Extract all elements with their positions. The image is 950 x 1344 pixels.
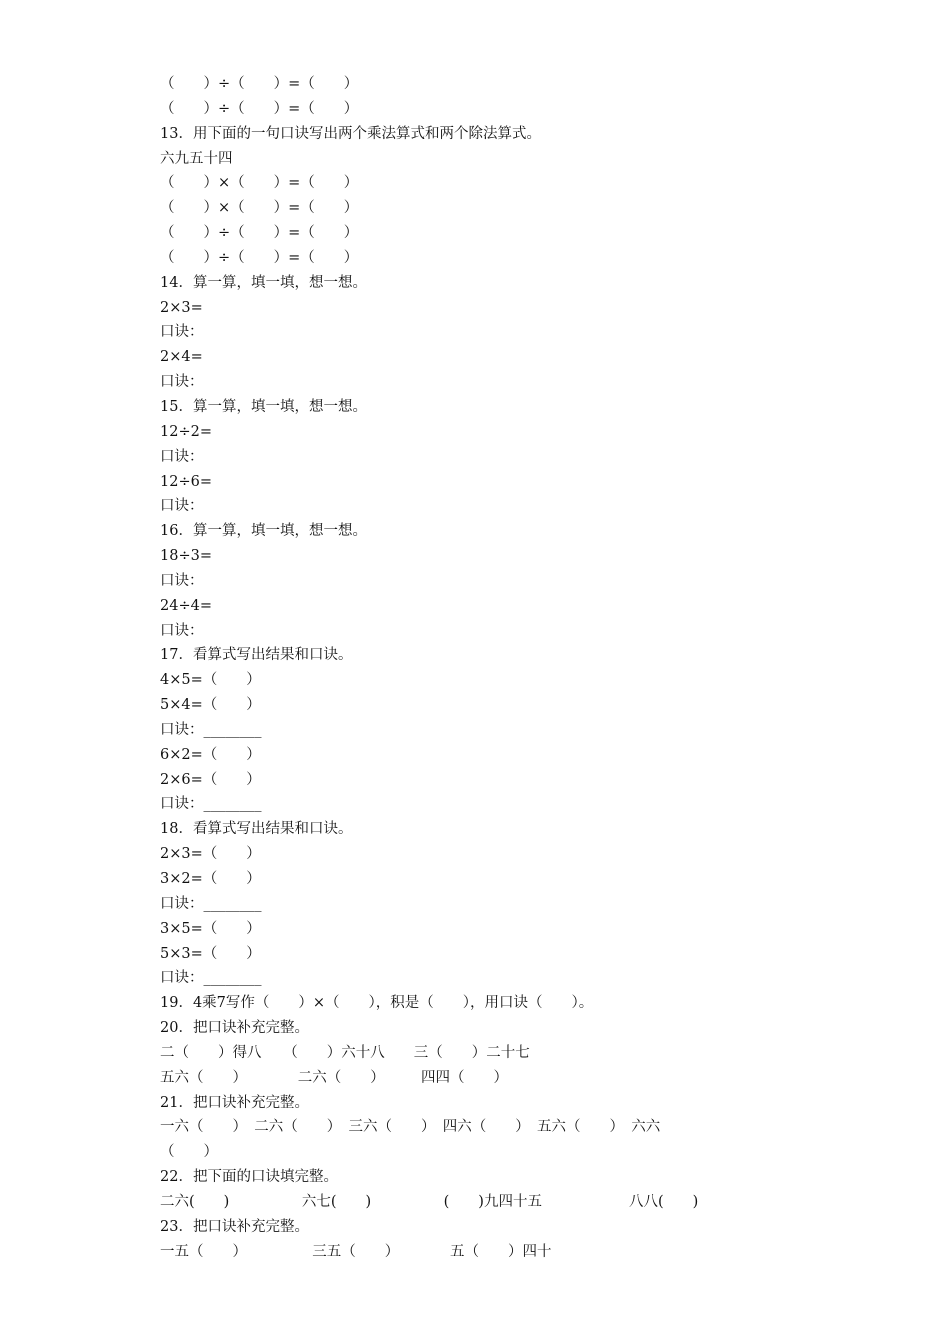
worksheet-page: [160, 72, 880, 1265]
equation-line: 18÷3=: [160, 548, 212, 565]
question-21-title: 21．把口诀补充完整。: [160, 1094, 309, 1111]
question-13-title: 13．用下面的一句口诀写出两个乘法算式和两个除法算式。: [160, 125, 541, 142]
rhyme-blank-line: 口诀：________: [160, 970, 262, 987]
rhyme-fill-line: 一五（ ） 三五（ ） 五（ ）四十: [160, 1243, 552, 1260]
equation-line: 12÷2=: [160, 423, 212, 440]
equation-line: 2×4=: [160, 349, 203, 366]
question-16-title: 16．算一算，填一填，想一想。: [160, 523, 367, 540]
rhyme-blank-line: 口诀：________: [160, 895, 262, 912]
rhyme-line: 口诀：: [160, 324, 204, 341]
question-18-title: 18．看算式写出结果和口诀。: [160, 821, 353, 838]
equation-line: 5×3=（ ）: [160, 945, 261, 962]
equation-line: 6×2=（ ）: [160, 746, 261, 763]
rhyme-fill-line: 五六（ ） 二六（ ） 四四（ ）: [160, 1069, 508, 1086]
question-23-title: 23．把口诀补充完整。: [160, 1218, 309, 1235]
rhyme-blank-line: 口诀：________: [160, 796, 262, 813]
rhyme-fill-line: （ ）: [160, 1144, 218, 1161]
rhyme-fill-line: 二六( ) 六七( ) ( )九四十五 八八( ): [160, 1193, 699, 1210]
question-14-title: 14．算一算，填一填，想一想。: [160, 274, 367, 291]
equation-line: 12÷6=: [160, 473, 212, 490]
equation-line: 3×2=（ ）: [160, 871, 261, 887]
equation-line: （ ）×（ ）=（ ）: [160, 175, 359, 192]
equation-line: （ ）÷（ ）=（ ）: [160, 76, 359, 92]
equation-line: 4×5=（ ）: [160, 672, 261, 689]
rhyme-line: 口诀：: [160, 498, 204, 515]
question-20-title: 20．把口诀补充完整。: [160, 1020, 309, 1037]
equation-line: 2×6=（ ）: [160, 771, 261, 788]
equation-line: （ ）÷（ ）=（ ）: [160, 249, 359, 266]
rhyme-fill-line: 二（ ）得八 （ ）六十八 三（ ）二十七: [160, 1044, 530, 1061]
equation-line: （ ）÷（ ）=（ ）: [160, 225, 359, 242]
equation-line: 24÷4=: [160, 597, 212, 614]
equation-line: 2×3=: [160, 299, 203, 316]
rhyme-text: 六九五十四: [160, 150, 233, 167]
equation-line: 3×5=（ ）: [160, 920, 261, 937]
rhyme-line: 口诀：: [160, 374, 204, 391]
rhyme-line: 口诀：: [160, 572, 204, 589]
question-22-title: 22．把下面的口诀填完整。: [160, 1169, 338, 1186]
question-19-text: 19．4乘7写作（ ）×（ ），积是（ ），用口诀（ ）。: [160, 995, 594, 1012]
rhyme-fill-line: 一六（ ） 二六（ ） 三六（ ） 四六（ ） 五六（ ） 六六: [160, 1119, 661, 1136]
rhyme-line: 口诀：: [160, 622, 204, 639]
equation-line: 2×3=（ ）: [160, 846, 261, 863]
equation-line: 5×4=（ ）: [160, 697, 261, 714]
question-15-title: 15．算一算，填一填，想一想。: [160, 398, 367, 415]
rhyme-line: 口诀：: [160, 448, 204, 465]
equation-line: （ ）÷（ ）=（ ）: [160, 100, 359, 117]
question-17-title: 17．看算式写出结果和口诀。: [160, 647, 353, 664]
equation-line: （ ）×（ ）=（ ）: [160, 200, 359, 217]
rhyme-blank-line: 口诀：________: [160, 721, 262, 738]
